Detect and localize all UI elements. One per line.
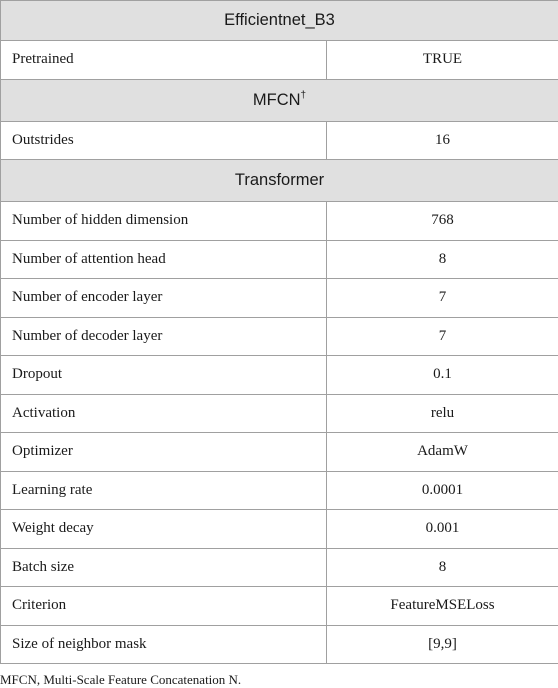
table-row [1, 471, 558, 510]
table-footnote: MFCN, Multi-Scale Feature Concatenation N. [0, 672, 242, 687]
row-label: Number of attention head [1, 240, 327, 279]
row-label: Number of decoder layer [1, 317, 327, 356]
table-row [1, 41, 558, 80]
table-row [1, 433, 558, 472]
row-label: Pretrained [1, 41, 327, 80]
table-row [1, 317, 558, 356]
section-header-mfcn [1, 79, 558, 121]
table-row [1, 202, 558, 241]
table-row [1, 510, 558, 549]
table-row [1, 279, 558, 318]
row-value: 0.0001 [327, 471, 558, 510]
row-label: Activation [1, 394, 327, 433]
row-label: Size of neighbor mask [1, 625, 327, 664]
row-value: 7 [327, 317, 558, 356]
row-value: 768 [327, 202, 558, 241]
table-row [1, 394, 558, 433]
row-value: 0.001 [327, 510, 558, 549]
section-title: Transformer [1, 160, 558, 202]
row-value: TRUE [327, 41, 558, 80]
row-value: 8 [327, 548, 558, 587]
table-row [1, 356, 558, 395]
row-value: 7 [327, 279, 558, 318]
section-title: MFCN [252, 90, 301, 109]
row-label: Outstrides [1, 121, 327, 160]
row-label: Criterion [1, 587, 327, 626]
row-value: 8 [327, 240, 558, 279]
table-row [1, 121, 558, 160]
section-title-cell [1, 79, 558, 121]
row-label: Optimizer [1, 433, 327, 472]
table-row [1, 587, 558, 626]
row-label: Dropout [1, 356, 327, 395]
footnote-mark: † [300, 89, 307, 101]
row-value: FeatureMSELoss [327, 587, 558, 626]
table-row [1, 625, 558, 664]
row-value: 0.1 [327, 356, 558, 395]
table-row [1, 240, 558, 279]
section-header-transformer [1, 160, 558, 202]
table-row [1, 548, 558, 587]
section-header-efficientnet [1, 1, 558, 41]
row-value: 16 [327, 121, 558, 160]
row-label: Number of hidden dimension [1, 202, 327, 241]
row-label: Weight decay [1, 510, 327, 549]
section-title: Efficientnet_B3 [1, 1, 558, 41]
row-value: AdamW [327, 433, 558, 472]
row-label: Batch size [1, 548, 327, 587]
row-label: Number of encoder layer [1, 279, 327, 318]
row-value: [9,9] [327, 625, 558, 664]
row-label: Learning rate [1, 471, 327, 510]
row-value: relu [327, 394, 558, 433]
